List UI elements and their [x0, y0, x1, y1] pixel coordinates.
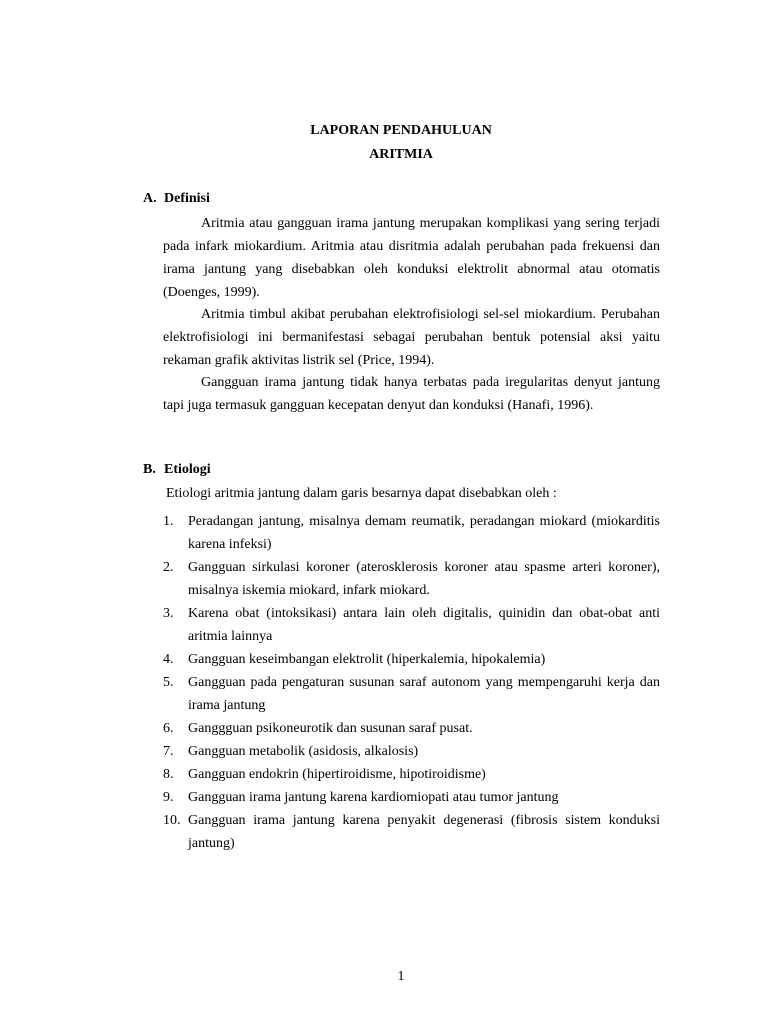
- section-b-title: Etiologi: [164, 462, 211, 477]
- etiology-list: [163, 510, 660, 855]
- list-item-number: 3.: [163, 606, 174, 621]
- list-item: [163, 740, 660, 763]
- list-item: [163, 671, 660, 717]
- document-title: LAPORAN PENDAHULUAN: [310, 123, 492, 138]
- list-item-text: Gangguan endokrin (hipertiroidisme, hipotiroidisme): [188, 767, 486, 782]
- list-item-number: 8.: [163, 767, 174, 782]
- definition-paragraph-2: Aritmia timbul akibat perubahan elektrofisiologi sel-sel miokardium. Perubahan elektrofisiologi ini bermanifestasi sebagai perubahan bentuk potensial aksi yaitu rekaman grafik aktivitas listrik sel (Price, 1994).: [163, 307, 660, 368]
- section-b-heading: [143, 462, 211, 478]
- page-number: 1: [397, 969, 405, 984]
- list-item-number: 9.: [163, 790, 174, 805]
- list-item-number: 2.: [163, 560, 174, 575]
- section-a-title: Definisi: [164, 191, 210, 206]
- list-item-text: Karena obat (intoksikasi) antara lain oleh digitalis, quinidin dan obat-obat anti aritmia lainnya: [188, 606, 660, 644]
- list-item-number: 6.: [163, 721, 174, 736]
- list-item-text: Gangguan sirkulasi koroner (aterosklerosis koroner atau spasme arteri koroner), misalnya iskemia miokard, infark miokard.: [188, 560, 660, 598]
- list-item-text: Gangguan pada pengaturan susunan saraf autonom yang mempengaruhi kerja dan irama jantung: [188, 675, 660, 713]
- definition-paragraph-1: Aritmia atau gangguan irama jantung merupakan komplikasi yang sering terjadi pada infark miokardium. Aritmia atau disritmia adalah perubahan pada frekuensi dan irama jantung yang disebabkan oleh konduksi elektrolit abnormal atau otomatis (Doenges, 1999).: [163, 216, 660, 300]
- list-item-text: Gangguan metabolik (asidosis, alkalosis): [188, 744, 419, 759]
- list-item-number: 4.: [163, 652, 174, 667]
- list-item: [163, 717, 660, 740]
- list-item-text: Peradangan jantung, misalnya demam reumatik, peradangan miokard (miokarditis karena infeksi): [188, 514, 660, 552]
- list-item-text: Ganggguan psikoneurotik dan susunan saraf pusat.: [188, 721, 473, 736]
- section-b-letter: B.: [143, 462, 156, 477]
- list-item: [163, 556, 660, 602]
- definition-paragraph-3: Gangguan irama jantung tidak hanya terbatas pada iregularitas denyut jantung tapi juga termasuk gangguan kecepatan denyut dan konduksi (Hanafi, 1996).: [163, 375, 660, 413]
- list-item-number: 7.: [163, 744, 174, 759]
- list-item: [163, 763, 660, 786]
- list-item: [163, 809, 660, 855]
- list-item-number: 1.: [163, 514, 174, 529]
- list-item: [163, 510, 660, 556]
- section-a-letter: A.: [143, 191, 157, 206]
- list-item-text: Gangguan irama jantung karena penyakit degenerasi (fibrosis sistem konduksi jantung): [188, 813, 660, 851]
- list-item-number: 10.: [163, 813, 181, 828]
- list-item: [163, 602, 660, 648]
- etiology-intro: Etiologi aritmia jantung dalam garis besarnya dapat disebabkan oleh :: [166, 486, 557, 501]
- list-item: [163, 786, 660, 809]
- document-subtitle: ARITMIA: [369, 147, 433, 162]
- section-a-heading: [143, 191, 210, 207]
- list-item-text: Gangguan keseimbangan elektrolit (hiperkalemia, hipokalemia): [188, 652, 546, 667]
- list-item-text: Gangguan irama jantung karena kardiomiopati atau tumor jantung: [188, 790, 559, 805]
- list-item-number: 5.: [163, 675, 174, 690]
- list-item: [163, 648, 660, 671]
